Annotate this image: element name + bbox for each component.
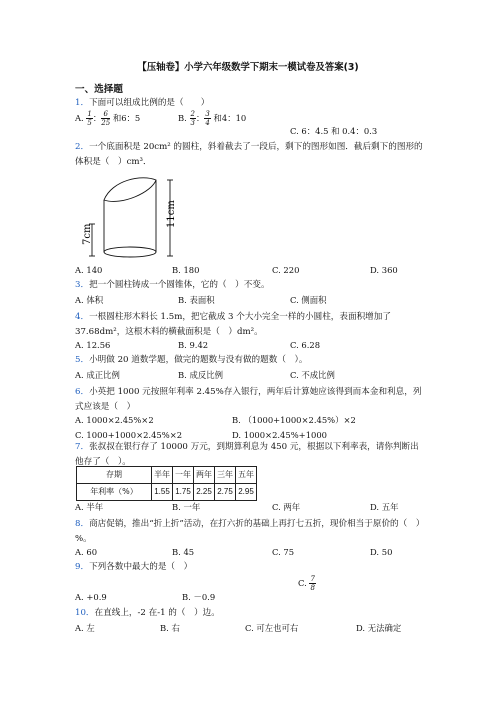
q3-option-a: A. 体积 [75,295,104,305]
question-number: 2． [75,142,90,152]
question-number: 8． [75,519,90,529]
question-number: 5． [75,355,90,365]
fraction: $\frac{1}{5}$ [87,110,92,127]
fraction: $\frac{6}{25}$ [101,110,111,127]
q1-option-c: C. 6：4.5 和 0.4：0.3 [290,126,378,136]
q5-option-a: A. 成正比例 [75,370,120,380]
question-number: 9． [75,562,90,572]
question-5 [75,355,425,366]
question-10 [75,608,425,619]
question-number: 4． [75,312,90,322]
q10-option-a: A. 左 [75,623,95,633]
table-cell: 年利率（%） [77,484,152,501]
q6-option-c: C. 1000+1000×2.45%×2 [75,430,183,440]
table-cell: 五年 [236,467,257,484]
table-cell: 三年 [215,467,236,484]
table-cell: 一年 [173,467,194,484]
q4-option-c: C. 6.28 [290,340,321,350]
question-text: 一个底面积是 20cm² 的圆柱，斜着截去了一段后，剩下的图形如图．截后剩下的图形的体积是（ ）cm³． [75,142,423,167]
q4-option-b: B. 9.42 [178,340,209,350]
question-number: 7． [75,442,90,452]
q6-option-d: D. 1000×2.45%+1000 [232,430,328,440]
question-text: 下面可以组成比例的是（ ） [89,98,210,108]
interest-rate-table [76,466,257,501]
q8-option-b: B. 45 [172,547,195,557]
q6-option-a: A. 1000×2.45%×2 [75,415,154,425]
fraction: $\frac{7}{8}$ [310,575,315,592]
q3-option-c: C. 侧面积 [290,295,327,305]
table-cell: 1.75 [173,484,194,501]
question-2 [75,140,425,170]
q1-option-b: B. $\frac{2}{3}$ ： $\frac{3}{4}$ 和4：10 [178,110,247,127]
q7-option-a: A. 半年 [75,502,104,512]
question-number: 1． [75,98,90,108]
q5-option-c: C. 不成比例 [290,370,335,380]
q9-option-c: C. $\frac{7}{8}$ [298,575,315,592]
q8-option-d: D. 50 [370,547,393,557]
question-text: 张叔叔在银行存了 10000 万元，到期算利息为 450 元，根据以下利率表，请你判断出他存了（ ）。 [75,442,419,467]
section-heading: 一、选择题 [75,84,123,95]
question-4 [75,310,425,340]
q10-option-b: B. 右 [160,623,180,633]
table-cell: 2.75 [215,484,236,501]
q7-option-c: C. 两年 [272,502,301,512]
q5-option-b: B. 成反比例 [178,370,223,380]
q8-option-c: C. 75 [272,547,295,557]
q6-option-b: B. （1000+1000×2.45%）×2 [232,415,356,425]
q1-option-a: A. $\frac{1}{5}$ ： $\frac{6}{25}$ 和6：5 [75,110,141,127]
q9-option-b: B. －0.9 [182,592,216,602]
q8-option-a: A. 60 [75,547,98,557]
question-text: 在直线上，-2 在-1 的（ ）边。 [94,608,220,618]
q2-option-b: B. 180 [172,265,200,275]
question-number: 10． [75,608,95,618]
q7-option-b: B. 一年 [172,502,201,512]
question-text: 下列各数中最大的是（ ） [89,562,193,572]
table-cell: 2.95 [236,484,257,501]
cut-cylinder-figure [82,176,192,260]
fraction: $\frac{3}{4}$ [205,110,210,127]
question-text: 小明做 20 道数学题，做完的题数与没有做的题数（ ）。 [89,355,308,365]
q2-option-a: A. 140 [75,265,103,275]
question-6 [75,385,425,415]
question-text: 把一个圆柱铸成一个圆锥体，它的（ ）不变。 [89,280,270,290]
q2-option-c: C. 220 [272,265,300,275]
question-3 [75,280,425,291]
q10-option-d: D. 无法确定 [356,623,402,633]
question-text: 一根圆柱形木料长 1.5m，把它截成 3 个大小完全一样的小圆柱，表面积增加了 37.68dm²，这根木料的横截面积是（ ）dm²。 [75,312,391,337]
table-cell: 两年 [194,467,215,484]
page-title: 【压轴卷】小学六年级数学下期末一模试卷及答案(3) [137,62,359,73]
question-number: 3． [75,280,90,290]
fraction: $\frac{2}{3}$ [190,110,195,127]
table-row [77,484,257,501]
question-number: 6． [75,387,90,397]
table-cell: 1.55 [152,484,173,501]
table-cell: 半年 [152,467,173,484]
right-height-label: 11cm [166,200,177,228]
question-8 [75,517,425,547]
q9-option-a: A. +0.9 [75,592,107,602]
q4-option-a: A. 12.56 [75,340,111,350]
question-text: 商店促销，推出“折上折”活动，在打六折的基础上再打七五折，现价相当于原价的（ ）%。 [75,519,425,544]
table-header-row [77,467,257,484]
q3-option-b: B. 表面积 [178,295,215,305]
table-cell: 存期 [77,467,152,484]
question-text: 小英把 1000 元按照年利率 2.45%存入银行，两年后计算她应该得到而本金和利息，列式应该是（ ） [75,387,422,412]
table-cell: 2.25 [194,484,215,501]
q7-option-d: D. 五年 [370,502,399,512]
left-height-label: 7cm [82,223,93,245]
question-1 [75,98,425,109]
q10-option-c: C. 可左也可右 [245,623,299,633]
q2-option-d: D. 360 [370,265,398,275]
question-9 [75,562,425,573]
